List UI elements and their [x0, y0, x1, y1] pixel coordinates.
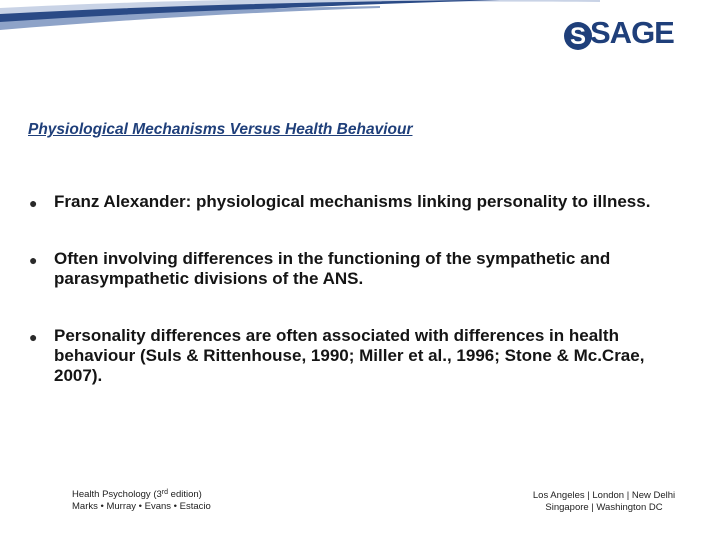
bullet-item [28, 326, 688, 386]
footer-cities-line2: Singapore | Washington DC [545, 502, 663, 513]
bullet-item [28, 192, 688, 212]
bullet-text: Personality differences are often associated with differences in health behaviour (Suls & Rittenhouse, 1990; Miller et al., 1996; Stone & Mc.Crae, 2007). [54, 326, 645, 385]
footer-book-info [72, 487, 211, 513]
svg-text:S: S [569, 23, 587, 50]
footer-locations [512, 490, 696, 514]
bullet-icon: ● [29, 252, 38, 268]
bullet-text: Franz Alexander: physiological mechanisms linking personality to illness. [54, 192, 651, 211]
footer-authors: Marks • Murray • Evans • Estacio [72, 501, 211, 512]
bullet-icon: ● [29, 195, 38, 211]
bullet-list [28, 192, 688, 386]
bullet-icon: ● [29, 329, 38, 345]
bullet-text: Often involving differences in the functioning of the sympathetic and parasympathetic divisions of the ANS. [54, 249, 611, 288]
sage-logo-text: SAGE [590, 15, 674, 50]
footer-cities-line1: Los Angeles | London | New Delhi [532, 490, 676, 501]
bullet-item [28, 249, 688, 289]
slide-title: Physiological Mechanisms Versus Health Behaviour [28, 121, 413, 138]
footer-book-title: Health Psychology (3rd edition) [72, 489, 202, 500]
